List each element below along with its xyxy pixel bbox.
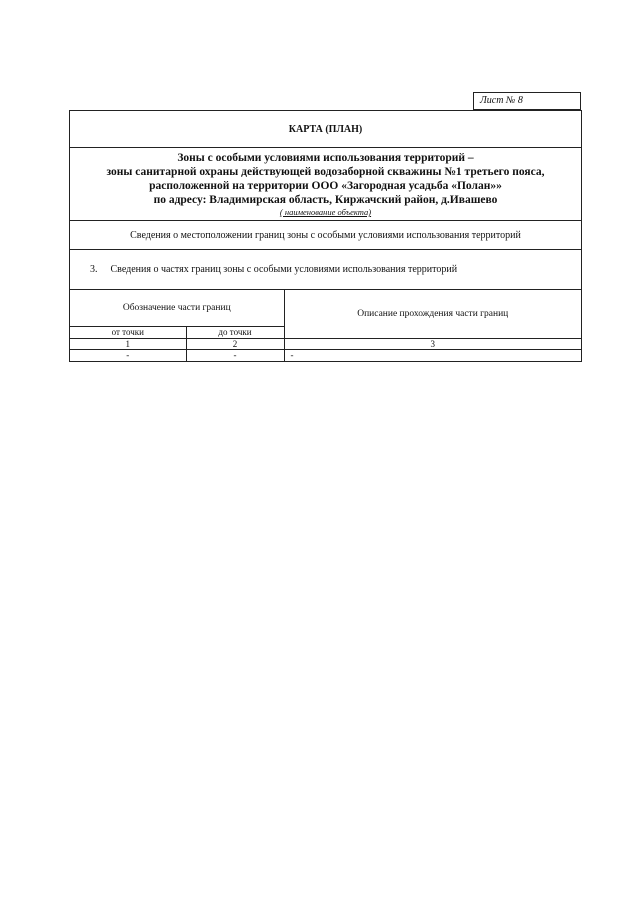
map-plan-form — [69, 110, 582, 362]
col-number-3: 3 — [284, 338, 581, 350]
section-text: Сведения о частях границ зоны с особыми условиями использования территорий — [110, 264, 458, 275]
section-heading — [70, 250, 581, 290]
form-title: КАРТА (ПЛАН) — [70, 111, 581, 148]
location-info-heading: Сведения о местоположении границ зоны с особыми условиями использования территорий — [70, 221, 581, 250]
zone-description — [70, 148, 581, 221]
header-to-point: до точки — [186, 327, 284, 339]
zone-line-2: зоны санитарной охраны действующей водозаборной скважины №1 третьего пояса, — [106, 166, 545, 178]
table-cell-to: - — [186, 350, 284, 361]
zone-line-4: по адресу: Владимирская область, Киржачский район, д.Ивашево — [153, 194, 498, 206]
sheet-number: Лист № 8 — [473, 92, 581, 110]
col-number-2: 2 — [186, 338, 284, 350]
object-name-caption: ( наименование объекта) — [279, 207, 372, 217]
header-boundary-designation: Обозначение части границ — [70, 290, 284, 327]
header-from-point: от точки — [70, 327, 186, 339]
table-cell-from: - — [70, 350, 186, 361]
col-number-1: 1 — [70, 338, 186, 350]
zone-line-3: расположенной на территории ООО «Загородная усадьба «Полан»» — [149, 180, 502, 192]
header-boundary-description: Описание прохождения части границ — [284, 290, 581, 338]
boundary-parts-table — [70, 290, 581, 361]
zone-line-1: Зоны с особыми условиями использования территорий – — [177, 152, 474, 164]
table-cell-description: - — [284, 350, 581, 361]
section-number: 3. — [90, 264, 98, 275]
